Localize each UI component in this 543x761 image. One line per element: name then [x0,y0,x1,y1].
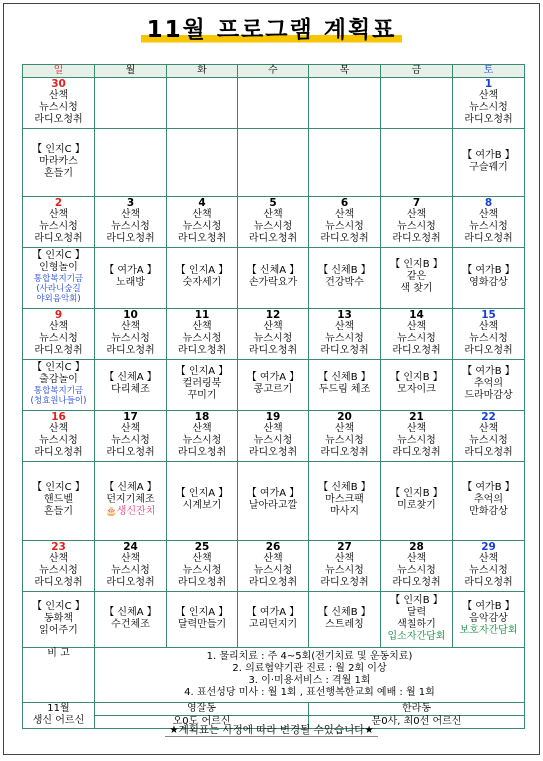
day-program [95,359,166,408]
day-top [23,309,94,359]
notes-row [23,648,525,703]
weekday-header [23,65,525,78]
day-number: 2 [54,197,63,209]
day-cell [167,78,238,197]
day-program [23,461,94,538]
daily-routine: 산책 뉴스시청 라디오청취 [464,553,513,588]
day-program [453,359,524,408]
day-program [381,247,452,306]
day-cell [95,541,167,648]
daily-routine: 산책 뉴스시청 라디오청취 [106,321,155,356]
ward-2-title: 한라동 [402,703,431,714]
day-top [453,309,524,359]
day-number: 21 [409,411,424,423]
day-top [309,197,380,247]
note-item: 1. 물리치료 : 주 4~5회(전기치료 및 운동치료) [206,651,413,662]
program-label: 【 신체A 】 던지기체조 [104,482,157,505]
day-top [381,197,452,247]
daily-routine: 산책 뉴스시청 라디오청취 [320,553,369,588]
day-program [238,247,308,306]
daily-routine: 산책 뉴스시청 라디오청취 [177,321,227,356]
daily-routine: 산책 뉴스시청 라디오청취 [34,423,83,458]
program-label: 【 신체A 】 다리체조 [104,372,157,395]
program-label: 【 신체B 】 건강박수 [318,265,371,288]
program-label: 【 여가A 】 고리던지기 [246,606,300,630]
program-label: 【 인지A 】 컬러링북 꾸미기 [175,366,229,401]
daily-routine: 산책 뉴스시청 라디오청취 [106,553,155,588]
outing-note: 통합복지기금 (청효원나들이) [30,386,87,406]
day-top [453,78,524,128]
day-cell [167,411,238,541]
day-cell [453,78,525,197]
day-cell [381,197,453,309]
day-program [95,247,166,306]
day-program [167,591,237,645]
day-program [238,359,308,408]
day-top [381,78,452,128]
day-number: 16 [51,411,66,423]
day-top [23,411,94,461]
day-cell [453,411,525,541]
day-program [453,591,524,645]
birthday-party [106,506,156,518]
birthday-label: 생신잔치 [116,506,156,517]
program-label: 【 여가B 】 음악감상 [462,600,515,624]
day-program [23,128,94,194]
day-cell [453,309,525,411]
program-label: 【 여가A 】 노래방 [104,265,157,288]
day-top [95,309,166,359]
day-program [381,359,452,408]
day-program [167,359,237,408]
weekday-sun: 일 [23,65,95,78]
day-top [167,541,237,591]
day-number: 11 [194,309,210,321]
day-number: 7 [412,197,421,209]
day-cell [95,411,167,541]
day-number: 8 [484,197,493,209]
footer-note: ★계획표는 사정에 따라 변경될 수있습니다★ [165,724,378,737]
cake-icon: 🎂 [105,507,117,517]
day-program [309,461,380,538]
program-label: 【 인지A 】 시계보기 [175,488,229,511]
day-cell [453,197,525,309]
day-top [95,411,166,461]
program-label: 【 여가A 】 콩고르기 [246,372,300,395]
day-program [238,461,308,538]
meeting-note: 보호자간담회 [459,624,518,636]
day-number: 18 [194,411,210,423]
day-cell [23,541,95,648]
weekday-mon: 월 [95,65,167,78]
program-label: 【 인지A 】 달력만들기 [175,606,229,630]
daily-routine: 산책 뉴스시청 라디오청취 [248,423,298,458]
ward-2-names: 문0사, 최0선 어르신 [309,715,524,728]
day-number: 13 [337,309,352,321]
weekday-tue: 화 [167,65,238,78]
day-cell [381,309,453,411]
program-label: 【 신체B 】 스트레칭 [318,606,371,630]
program-label: 【 여가B 】 구슬꿰기 [462,149,515,173]
day-number: 23 [51,541,66,553]
program-label: 【 인지C 】 출감놀이 [32,362,85,385]
day-cell [95,78,167,197]
day-cell [309,197,381,309]
program-label: 【 인지B 】 모자이크 [390,372,443,395]
daily-routine: 산책 뉴스시청 라디오청취 [464,90,513,125]
day-top [95,78,166,128]
day-cell [167,309,238,411]
program-calendar [22,64,525,729]
day-top [381,309,452,359]
program-label: 【 인지C 】 핸드벨 흔들기 [32,482,85,517]
day-cell [381,78,453,197]
daily-routine: 산책 뉴스시청 라디오청취 [464,209,513,244]
day-cell [238,541,309,648]
week-row [23,78,525,197]
week-row [23,541,525,648]
program-label: 【 신체A 】 수건체조 [104,606,157,630]
program-label: 【 인지A 】 숫자세기 [175,265,229,288]
program-label: 【 인지C 】 인형놀이 [32,250,85,273]
day-number: 27 [337,541,352,553]
daily-routine: 산책 뉴스시청 라디오청취 [34,321,83,356]
program-label: 【 여가B 】 추억의 드라마감상 [462,366,515,401]
day-program [23,359,94,408]
day-program [23,591,94,645]
day-number: 25 [194,541,210,553]
daily-routine: 산책 뉴스시청 라디오청취 [248,321,298,356]
day-number: 29 [481,541,496,553]
note-item: 2. 의료협약기관 진료 : 월 2회 이상 [232,663,387,674]
day-top [238,78,308,128]
week-row [23,411,525,541]
day-top [95,197,166,247]
day-program [309,359,380,408]
daily-routine: 산책 뉴스시청 라디오청취 [464,321,513,356]
day-cell [309,78,381,197]
day-top [309,309,380,359]
day-top [23,197,94,247]
day-cell [95,197,167,309]
day-cell [167,197,238,309]
day-cell [95,309,167,411]
day-number: 14 [409,309,424,321]
day-cell [381,411,453,541]
day-top [167,309,237,359]
daily-routine: 산책 뉴스시청 라디오청취 [177,423,227,458]
day-cell [381,541,453,648]
daily-routine: 산책 뉴스시청 라디오청취 [248,553,298,588]
day-program [238,128,308,194]
program-label: 【 여가B 】 영화감상 [462,265,515,288]
day-top [453,541,524,591]
outing-note: 통합복지기금 (사라니숲길 야외음악회) [33,274,84,304]
day-cell [167,541,238,648]
program-label: 【 인지C 】 마라카스 흔들기 [32,143,85,179]
program-label: 【 신체A 】 손가락요가 [246,265,300,288]
day-program [381,461,452,538]
daily-routine: 산책 뉴스시청 라디오청취 [177,209,227,244]
day-number: 24 [123,541,138,553]
day-program [453,461,524,538]
ward-1-names: 오0도 어르신 [95,715,308,728]
daily-routine: 산책 뉴스시청 라디오청취 [106,423,155,458]
notes-label: 비 고 [23,648,95,703]
day-top [238,309,308,359]
day-top [167,411,237,461]
day-number: 4 [198,197,206,209]
day-top [381,411,452,461]
day-top [238,411,308,461]
day-cell [309,309,381,411]
week-row [23,197,525,309]
day-cell [238,411,309,541]
daily-routine: 산책 뉴스시청 라디오청취 [464,423,513,458]
day-cell [453,541,525,648]
program-label: 【 신체B 】 두드림 체조 [318,372,371,395]
daily-routine: 산책 뉴스시청 라디오청취 [34,209,83,244]
day-number: 1 [484,78,493,90]
day-cell [309,411,381,541]
program-label: 【 신체B 】 마스크팩 마사지 [318,482,371,517]
week-row [23,309,525,411]
notes-list [95,648,525,703]
daily-routine: 산책 뉴스시청 라디오청취 [177,553,227,588]
program-label: 【 인지B 】 달력 색칠하기 [390,594,443,630]
day-cell [309,541,381,648]
meeting-note: 입소자간담회 [387,630,446,642]
day-top [238,541,308,591]
calendar-page [3,3,540,755]
program-label: 【 여가B 】 추억의 만화감상 [462,482,515,517]
day-number: 17 [123,411,138,423]
program-label: 【 여가A 】 날아라고깔 [246,488,300,511]
program-label: 【 인지B 】 같은 색 찾기 [390,259,443,294]
day-cell [23,197,95,309]
day-program [309,247,380,306]
day-number: 26 [265,541,281,553]
day-cell [238,197,309,309]
day-program [95,461,166,538]
day-program [381,591,452,645]
day-top [381,541,452,591]
program-label: 【 인지C 】 동화책 읽어주기 [32,600,85,636]
daily-routine: 산책 뉴스시청 라디오청취 [392,553,441,588]
ward-1-title: 영잘동 [187,703,216,714]
day-number: 22 [481,411,496,423]
day-program [309,128,380,194]
day-program [167,461,237,538]
day-top [309,78,380,128]
day-number: 10 [123,309,138,321]
weekday-thu: 목 [309,65,381,78]
day-program [238,591,308,645]
day-number: 15 [481,309,496,321]
day-program [95,591,166,645]
day-cell [23,411,95,541]
day-number: 30 [51,78,66,90]
day-top [309,411,380,461]
daily-routine: 산책 뉴스시청 라디오청취 [392,209,441,244]
daily-routine: 산책 뉴스시청 라디오청취 [320,209,369,244]
day-top [167,197,237,247]
day-program [167,128,237,194]
day-program [453,247,524,306]
day-number: 6 [340,197,349,209]
day-number: 5 [269,197,277,209]
daily-routine: 산책 뉴스시청 라디오청취 [34,90,83,125]
day-program [309,591,380,645]
daily-routine: 산책 뉴스시청 라디오청취 [248,209,298,244]
note-item: 4. 표선성당 미사 : 월 1회 , 표선행복한교회 예배 : 월 1회 [184,687,435,698]
day-top [167,78,237,128]
day-top [95,541,166,591]
day-top [238,197,308,247]
day-top [453,411,524,461]
day-cell [238,309,309,411]
day-top [453,197,524,247]
day-number: 19 [265,411,281,423]
day-program [453,128,524,194]
birthday-label: 11월 생신 어르신 [23,703,95,729]
daily-routine: 산책 뉴스시청 라디오청취 [320,423,369,458]
day-program [95,128,166,194]
day-top [309,541,380,591]
day-number: 3 [126,197,135,209]
day-program [167,247,237,306]
note-item: 3. 이·미용서비스 : 격월 1회 [248,675,371,686]
program-label: 【 인지B 】 미로찾기 [390,488,443,511]
day-number: 9 [54,309,63,321]
day-top [23,78,94,128]
day-program [23,247,94,306]
daily-routine: 산책 뉴스시청 라디오청취 [320,321,369,356]
daily-routine: 산책 뉴스시청 라디오청취 [34,553,83,588]
day-program [381,128,452,194]
page-title: 11월 프로그램 계획표 [141,16,403,44]
weekday-fri: 금 [381,65,453,78]
weekday-wed: 수 [238,65,309,78]
day-number: 12 [265,309,281,321]
daily-routine: 산책 뉴스시청 라디오청취 [392,321,441,356]
weekday-sat: 토 [453,65,525,78]
day-cell [23,309,95,411]
day-number: 20 [337,411,352,423]
daily-routine: 산책 뉴스시청 라디오청취 [106,209,155,244]
day-cell [23,78,95,197]
day-cell [238,78,309,197]
daily-routine: 산책 뉴스시청 라디오청취 [392,423,441,458]
day-top [23,541,94,591]
day-number: 28 [409,541,424,553]
